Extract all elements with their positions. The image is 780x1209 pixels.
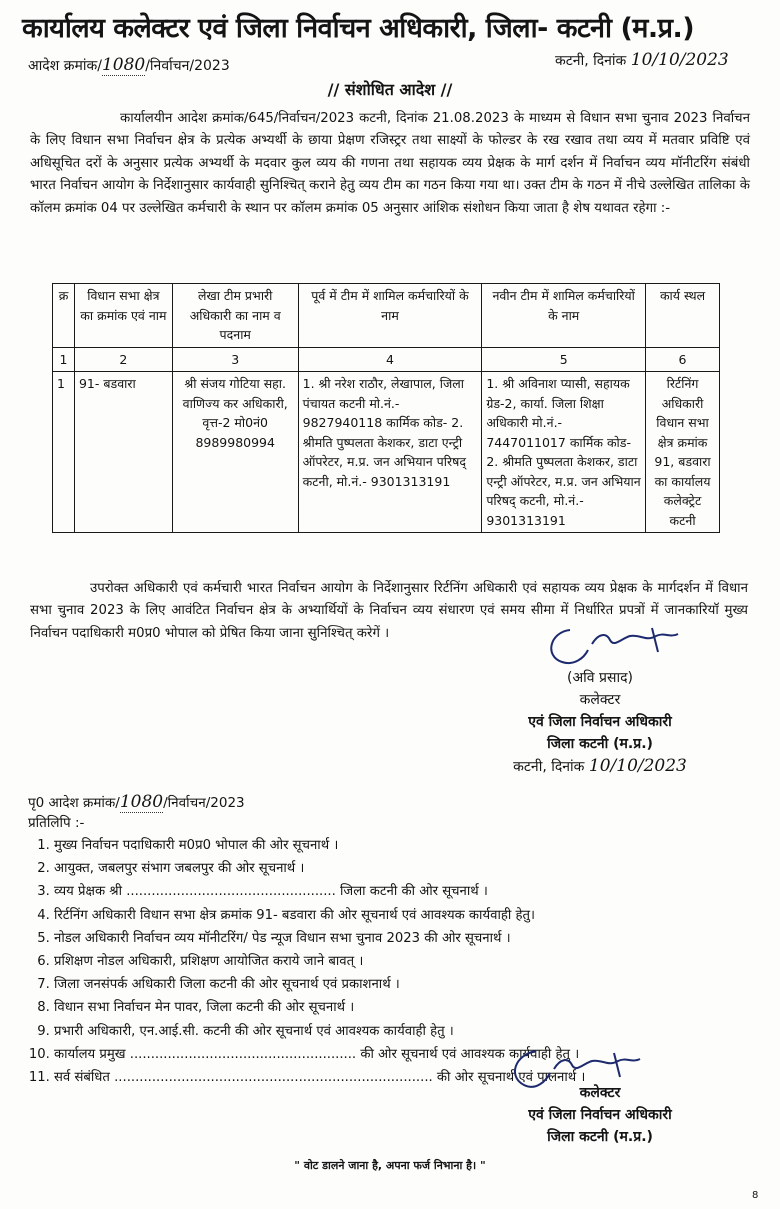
list-item: 7. जिला जनसंपर्क अधिकारी जिला कटनी की ओर सूचनार्थ एवं प्रकाशनार्थ । xyxy=(54,973,744,996)
col-number-6: 6 xyxy=(646,347,720,372)
table-header-row xyxy=(53,284,720,348)
instruction-paragraph-text: उपरोक्त अधिकारी एवं कर्मचारी भारत निर्वाचन आयोग के निर्देशानुसार रिर्टनिंग अधिकारी एवं सहायक व्यय प्रेक्षक के मार्गदर्शन में विधान सभा चुनाव 2023 के लिए आवंटित निर्वाचन क्षेत्र के अभ्यार्थियों के निर्वाचन व्यय संधारण एवं समय सीमा में निर्धारित प्रपत्रों में जानकारियॉ मुख्य निर्वाचन पदाधिकारी म0प्र0 भोपाल को प्रेषित किया जाना सुनिश्चित् करेगें । xyxy=(30,581,748,641)
list-item: 1. मुख्य निर्वाचन पदाधिकारी म0प्र0 भोपाल की ओर सूचनार्थ । xyxy=(54,834,744,857)
col-header-workplace: कार्य स्थल xyxy=(646,284,720,348)
signer2-designation-2: एवं जिला निर्वाचन अधिकारी xyxy=(528,1107,672,1123)
signer2-designation-1: कलेक्टर xyxy=(579,1085,621,1101)
table-row xyxy=(53,372,720,533)
team-revision-table xyxy=(52,283,720,533)
col-number-4: 4 xyxy=(298,347,482,372)
signer2-district: जिला कटनी (म.प्र.) xyxy=(547,1129,653,1145)
collector-signature-1 xyxy=(540,622,710,670)
col-number-2: 2 xyxy=(74,347,172,372)
col-number-3: 3 xyxy=(172,347,298,372)
order-date-handwritten: 10/10/2023 xyxy=(630,50,729,70)
signer-date-prefix: कटनी, दिनांक xyxy=(513,759,585,775)
list-item: 10. कार्यालय प्रमुख ...................................................... की ओर सूचनार्थ एवं आवश्यक कार्यवाही हेतु । xyxy=(54,1043,744,1066)
signer-district: जिला कटनी (म.प्र.) xyxy=(547,736,653,752)
col-number-1: 1 xyxy=(53,347,75,372)
signer-date-line xyxy=(470,755,730,778)
cell-officer: श्री संजय गोटिया सहा. वाणिज्य कर अधिकारी, वृत्त-2 मो0नं0 8989980994 xyxy=(172,372,298,533)
intro-paragraph-text: कार्यालयीन आदेश क्रमांक/645/निर्वाचन/2023 कटनी, दिनांक 21.08.2023 के माध्यम से विधान सभा चुनाव 2023 निर्वाचन के लिए विधान सभा निर्वाचन क्षेत्र के प्रत्येक अभ्यर्थी के छाया प्रेक्षण रजिस्ट्रर तथा साक्ष्यों के फोल्डर के रख रखाव तथा व्यय में मतवार प्रविष्टि एवं अधिसूचित दरों के अनुसार प्रत्येक अभ्यर्थी के मदवार कुल व्यय की गणना तथा सहायक व्यय प्रेक्षक के मार्ग दर्शन में निर्वाचन व्यय मॉनीटरिंग संबंधी भारत निर्वाचन आयोग के निर्देशानुसार कार्यवाही सुनिश्चित् कराने हेतु व्यय टीम का गठन किया गया था। उक्त टीम के गठन में नीचे उल्लेखित तालिका के कॉलम क्रमांक 04 पर उल्लेखित कर्मचारी के स्थान पर कॉलम क्रमांक 05 अनुसार आंशिक संशोधन किया जाता है शेष यथावत रहेगा :- xyxy=(30,111,750,216)
cell-workplace: रिर्टनिंग अधिकारी विधान सभा क्षेत्र क्रमांक 91, बडवारा का कार्यालय कलेक्ट्रेट कटनी xyxy=(646,372,720,533)
voting-slogan: " वोट डालने जाना है, अपना फर्ज निभाना है। " xyxy=(294,1159,486,1172)
list-item: 8. विधान सभा निर्वाचन मेन पावर, जिला कटनी की ओर सूचनार्थ । xyxy=(54,996,744,1019)
list-item: 6. प्रशिक्षण नोडल अधिकारी, प्रशिक्षण आयोजित कराये जाने बावत् । xyxy=(54,950,744,973)
signature-block-2 xyxy=(470,1082,730,1148)
list-item: 4. रिर्टनिंग अधिकारी विधान सभा क्षेत्र क्रमांक 91- बडवारा की ओर सूचनार्थ एवं आवश्यक कार्यवाही हेतु। xyxy=(54,904,744,927)
col-number-5: 5 xyxy=(482,347,646,372)
endorsement-order-suffix: /निर्वाचन/2023 xyxy=(163,795,245,811)
list-item: 11. सर्व संबंधित ............................................................................ की ओर सूचनार्थ एवं पालनार्थ । xyxy=(54,1066,744,1089)
intro-paragraph xyxy=(30,108,750,220)
cell-sno: 1 xyxy=(53,372,75,533)
endorsement-order-line xyxy=(28,792,245,813)
signer-designation-2: एवं जिला निर्वाचन अधिकारी xyxy=(528,714,672,730)
endorsement-order-prefix: पृ0 आदेश क्रमांक/ xyxy=(28,795,120,811)
list-item: 5. नोडल अधिकारी निर्वाचन व्यय मॉनीटरिंग/ पेड न्यूज विधान सभा चुनाव 2023 की ओर सूचनार्थ । xyxy=(54,927,744,950)
cell-constituency: 91- बडवारा xyxy=(74,372,172,533)
order-date-line xyxy=(555,50,729,70)
col-header-old-staff: पूर्व में टीम में शामिल कर्मचारियों के नाम xyxy=(298,284,482,348)
signer-designation-1: कलेक्टर xyxy=(579,692,621,708)
order-prefix: आदेश क्रमांक/ xyxy=(28,58,102,74)
col-header-new-staff: नवीन टीम में शामिल कर्मचारियों के नाम xyxy=(482,284,646,348)
col-header-sno: क्र xyxy=(53,284,75,348)
page-number: 8 xyxy=(752,1190,759,1201)
list-item: 2. आयुक्त, जबलपुर संभाग जबलपुर की ओर सूचनार्थ । xyxy=(54,857,744,880)
signature-block-1 xyxy=(470,667,730,778)
date-prefix: कटनी, दिनांक xyxy=(555,53,627,69)
col-header-officer: लेखा टीम प्रभारी अधिकारी का नाम व पदनाम xyxy=(172,284,298,348)
signer-date-handwritten: 10/10/2023 xyxy=(588,756,687,776)
cell-new-staff: 1. श्री अविनाश प्यासी, सहायक ग्रेड-2, कार्या. जिला शिक्षा अधिकारी मो.नं.- 7447011017 कार्मिक कोड- 2. श्रीमति पुष्पलता केशकर, डाटा एन्ट्री ऑपरेटर, म.प्र. जन अभियान परिषद् कटनी, मो.नं.- 9301313191 xyxy=(482,372,646,533)
list-item: 9. प्रभारी अधिकारी, एन.आई.सी. कटनी की ओर सूचनार्थ एवं आवश्यक कार्यवाही हेतु । xyxy=(54,1020,744,1043)
order-number-handwritten: 1080 xyxy=(101,55,146,75)
endorsement-order-number-handwritten: 1080 xyxy=(119,792,164,812)
col-header-constituency: विधान सभा क्षेत्र का क्रमांक एवं नाम xyxy=(74,284,172,348)
revised-order-heading: // संशोधित आदेश // xyxy=(327,80,453,99)
office-title: कार्यालय कलेक्टर एवं जिला निर्वाचन अधिकारी, जिला- कटनी (म.प्र.) xyxy=(22,13,695,44)
copy-to-label: प्रतिलिपि :- xyxy=(28,815,85,831)
table-number-row xyxy=(53,347,720,372)
order-suffix: /निर्वाचन/2023 xyxy=(145,58,230,74)
list-item: 3. व्यय प्रेक्षक श्री .................................................. जिला कटनी की ओर सूचनार्थ । xyxy=(54,880,744,903)
signer-name: (अवि प्रसाद) xyxy=(567,670,633,686)
cell-old-staff: 1. श्री नरेश राठौर, लेखापाल, जिला पंचायत कटनी मो.नं.- 9827940118 कार्मिक कोड- 2. श्रीमति पुष्पलता केशकर, डाटा एन्ट्री ऑपरेटर, म.प्र. जन अभियान परिषद् कटनी, मो.नं.- 9301313191 xyxy=(298,372,482,533)
order-number-line xyxy=(28,55,230,76)
